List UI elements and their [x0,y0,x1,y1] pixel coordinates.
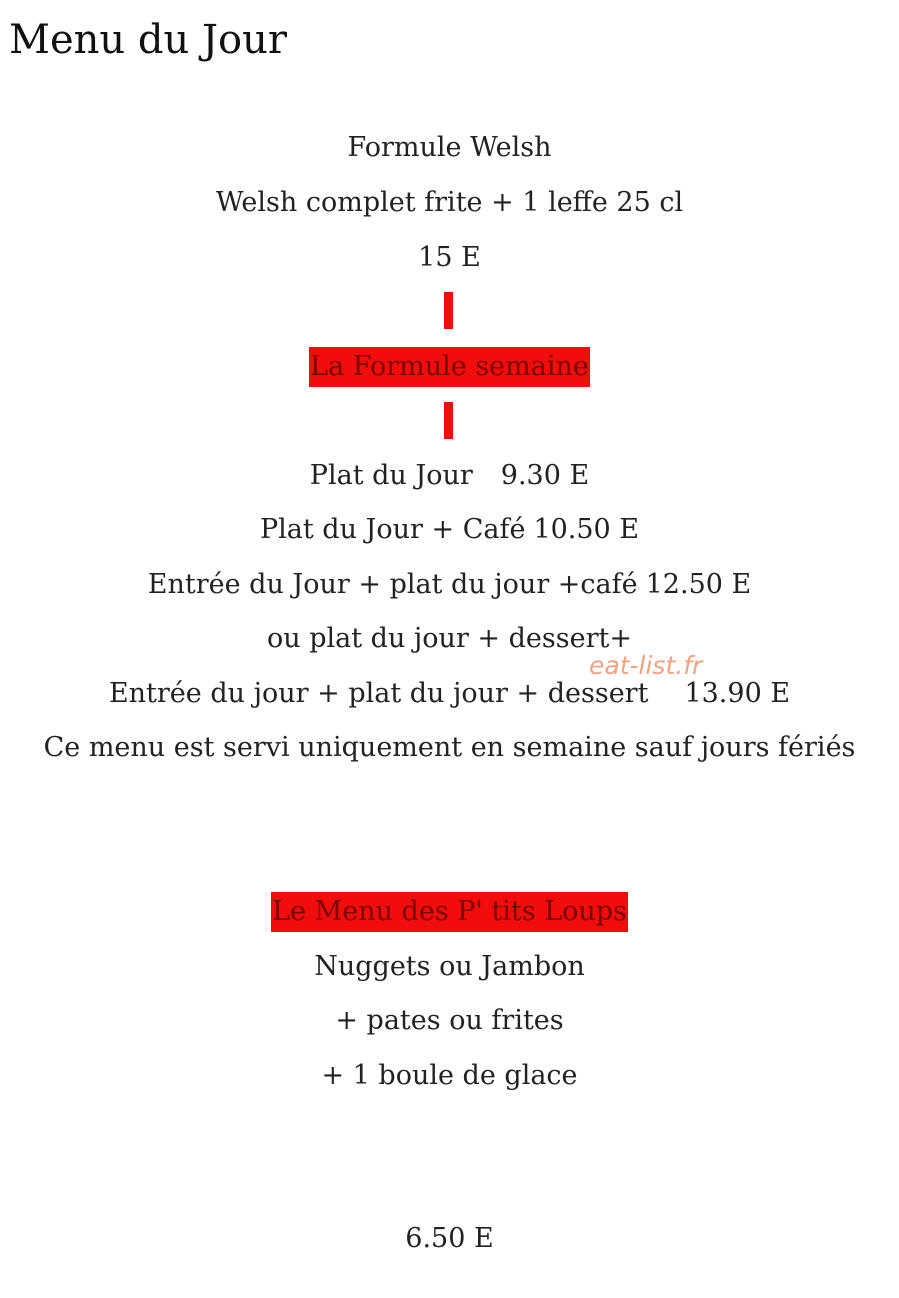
ptits-loups-line: + pates ou frites [335,1005,564,1036]
formule-welsh-price: 15 E [418,242,481,273]
divider-bar-top [444,292,453,329]
formule-semaine-heading-row [0,347,899,387]
menu-item [0,676,899,712]
menu-item-price: 10.50 E [533,514,640,545]
formule-semaine-note: Ce menu est servi uniquement en semaine sauf jours fériés [43,732,856,763]
menu-item-price: 9.30 E [500,460,590,491]
menu-item-label: Plat du Jour + Café [259,514,526,545]
menu-item [0,621,899,657]
menu-item-label: Plat du Jour [309,460,473,491]
menu-item [0,458,899,494]
ptits-loups-heading: Le Menu des P' tits Loups [271,892,628,932]
ptits-loups-line: Nuggets ou Jambon [314,951,585,982]
watermark: eat-list.fr [589,651,703,680]
formule-welsh-title: Formule Welsh [347,132,552,163]
ptits-loups-price: 6.50 E [405,1223,494,1254]
menu-item-label: ou plat du jour + dessert+ [267,623,632,654]
menu-item-price: 13.90 E [684,678,791,709]
menu-item-price: 12.50 E [645,569,752,600]
menu-item-label: Entrée du jour + plat du jour + dessert [108,678,649,709]
divider-bar-bottom [444,402,453,439]
menu-item [0,512,899,548]
menu-item-label: Entrée du Jour + plat du jour +café [147,569,638,600]
formule-semaine-heading: La Formule semaine [309,347,590,387]
page-title: Menu du Jour [9,17,287,63]
ptits-loups-line: + 1 boule de glace [321,1060,578,1091]
formule-welsh-description: Welsh complet frite + 1 leffe 25 cl [215,187,684,218]
menu-item [0,567,899,603]
ptits-loups-heading-row [0,892,899,932]
